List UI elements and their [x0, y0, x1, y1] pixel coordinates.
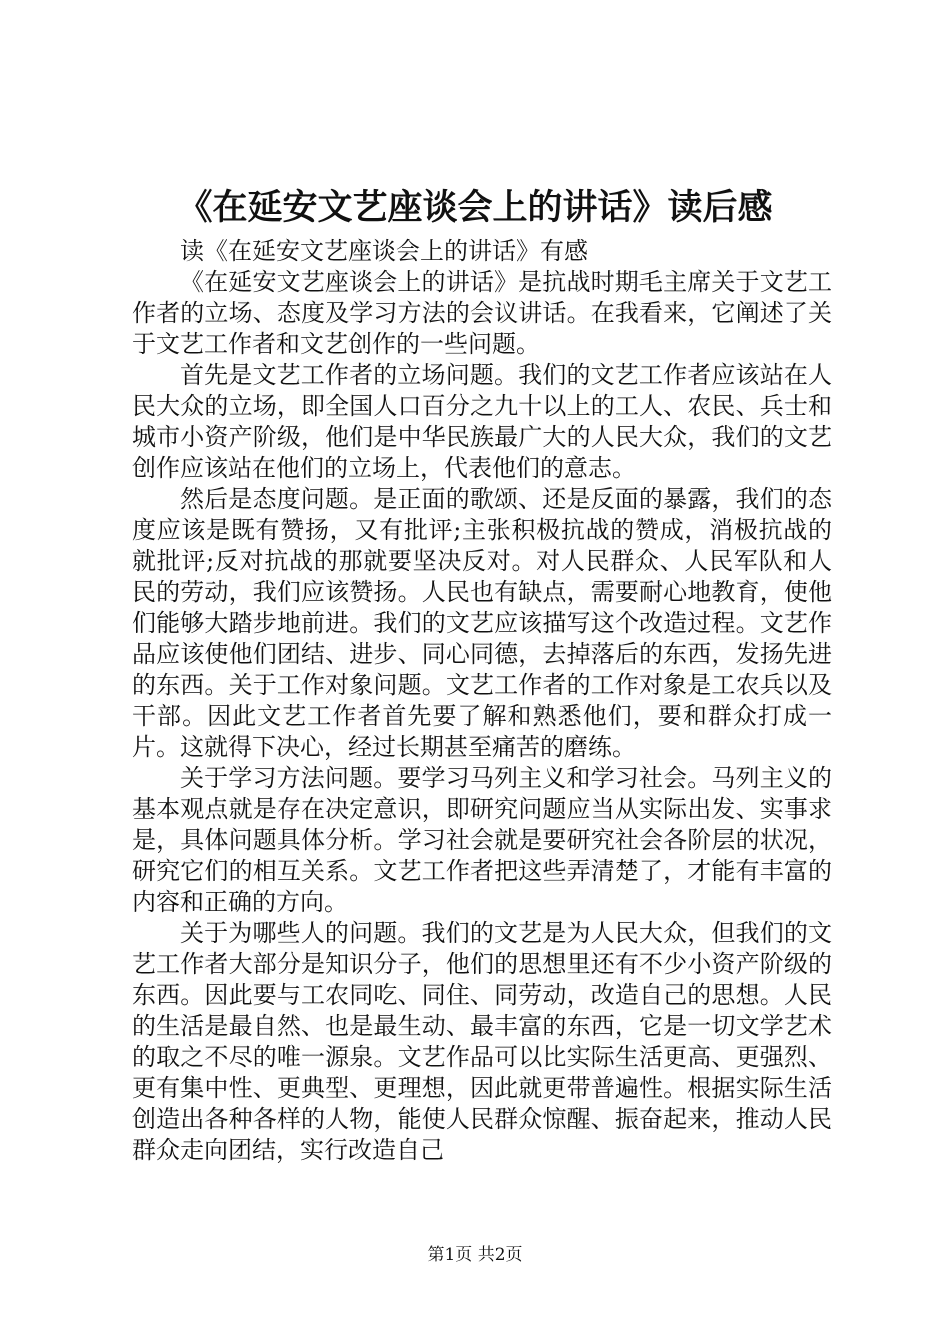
document-title: 《在延安文艺座谈会上的讲话》读后感 — [177, 187, 773, 228]
paragraph-intro: 《在延安文艺座谈会上的讲话》是抗战时期毛主席关于文艺工作者的立场、态度及学习方法的会议讲话。在我看来，它阐述了关于文艺工作者和文艺创作的一些问题。 — [132, 268, 832, 358]
paragraph-audience: 关于为哪些人的问题。我们的文艺是为人民大众，但我们的文艺工作者大部分是知识分子，他们的思想里还有不少小资产阶级的东西。因此要与工农同吃、同住、同劳动，改造自己的思想。人民的生活是最自然、也是最生动、最丰富的东西，它是一切文学艺术的取之不尽的唯一源泉。文艺作品可以比实际生活更高、更强烈、更有集中性、更典型、更理想，因此就更带普遍性。根据实际生活创造出各种各样的人物，能使人民群众惊醒、振奋起来，推动人民群众走向团结，实行改造自己 — [132, 919, 832, 1164]
paragraph-study-method: 关于学习方法问题。要学习马列主义和学习社会。马列主义的基本观点就是存在决定意识，即研究问题应当从实际出发、实事求是，具体问题具体分析。学习社会就是要研究社会各阶层的状况，研究它们的相互关系。文艺工作者把这些弄清楚了，才能有丰富的内容和正确的方向。 — [132, 764, 832, 916]
page-footer: 第1页 共2页 — [427, 1245, 523, 1265]
document-body — [132, 236, 832, 1166]
paragraph-attitude: 然后是态度问题。是正面的歌颂、还是反面的暴露，我们的态度应该是既有赞扬，又有批评;主张积极抗战的赞成，消极抗战的就批评;反对抗战的那就要坚决反对。对人民群众、人民军队和人民的劳动，我们应该赞扬。人民也有缺点，需要耐心地教育，使他们能够大踏步地前进。我们的文艺应该描写这个改造过程。文艺作品应该使他们团结、进步、同心同德，去掉落后的东西，发扬先进的东西。关于工作对象问题。文艺工作者的工作对象是工农兵以及干部。因此文艺工作者首先要了解和熟悉他们，要和群众打成一片。这就得下决心，经过长期甚至痛苦的磨练。 — [132, 485, 832, 761]
paragraph-subtitle: 读《在延安文艺座谈会上的讲话》有感 — [180, 237, 588, 265]
paragraph-stance: 首先是文艺工作者的立场问题。我们的文艺工作者应该站在人民大众的立场，即全国人口百分之九十以上的工人、农民、兵士和城市小资产阶级，他们是中华民族最广大的人民大众，我们的文艺创作应该站在他们的立场上，代表他们的意志。 — [132, 361, 832, 482]
